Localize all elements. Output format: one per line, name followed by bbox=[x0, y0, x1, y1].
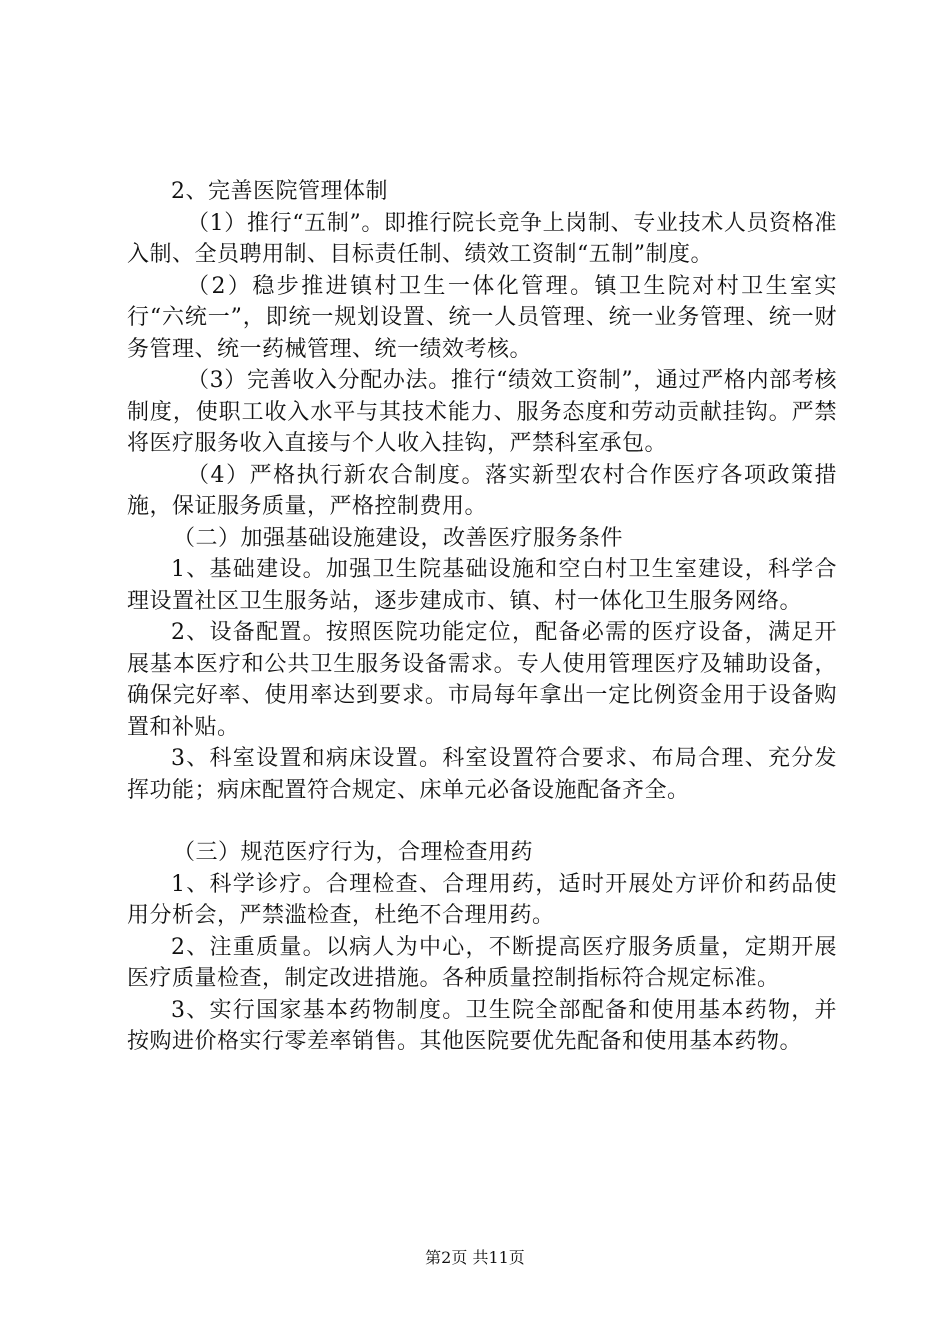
paragraph-town-village-integration: （2）稳步推进镇村卫生一体化管理。镇卫生院对村卫生室实行“六统一”，即统一规划设置、统一人员管理、统一业务管理、统一财务管理、统一药械管理、统一绩效考核。 bbox=[127, 273, 837, 362]
paragraph-income-distribution: （3）完善收入分配办法。推行“绩效工资制”，通过严格内部考核制度，使职工收入水平与其技术能力、服务态度和劳动贡献挂钩。严禁将医疗服务收入直接与个人收入挂钩，严禁科室承包。 bbox=[127, 368, 837, 456]
paragraph-quality: 2、注重质量。以病人为中心，不断提高医疗服务质量，定期开展医疗质量检查，制定改进措施。各种质量控制指标符合规定标准。 bbox=[127, 934, 837, 991]
paragraph-department-beds: 3、科室设置和病床设置。科室设置符合要求、布局合理、充分发挥功能；病床配置符合规定、床单元必备设施配备齐全。 bbox=[127, 746, 837, 803]
section-heading-medical-conduct: （三）规范医疗行为，合理检查用药 bbox=[173, 840, 534, 865]
paragraph-essential-drugs: 3、实行国家基本药物制度。卫生院全部配备和使用基本药物，并按购进价格实行零差率销售。其他医院要优先配备和使用基本药物。 bbox=[127, 997, 837, 1054]
paragraph-equipment: 2、设备配置。按照医院功能定位，配备必需的医疗设备，满足开展基本医疗和公共卫生服务设备需求。专人使用管理医疗及辅助设备，确保完好率、使用率达到要求。市局每年拿出一定比例资金用于设备购置和补贴。 bbox=[127, 620, 837, 740]
subsection-heading-hospital-management: 2、完善医院管理体制 bbox=[171, 179, 388, 204]
paragraph-five-systems: （1）推行“五制”。即推行院长竞争上岗制、专业技术人员资格准入制、全员聘用制、目标责任制、绩效工资制“五制”制度。 bbox=[127, 210, 837, 267]
page-number-footer: 第2页 共11页 bbox=[425, 1248, 525, 1267]
document-body bbox=[127, 176, 837, 1058]
paragraph-new-rural-cooperative: （4）严格执行新农合制度。落实新型农村合作医疗各项政策措施，保证服务质量，严格控制费用。 bbox=[127, 462, 837, 519]
paragraph-basic-construction: 1、基础建设。加强卫生院基础设施和空白村卫生室建设，科学合理设置社区卫生服务站，逐步建成市、镇、村一体化卫生服务网络。 bbox=[127, 557, 837, 614]
paragraph-scientific-diagnosis: 1、科学诊疗。合理检查、合理用药，适时开展处方评价和药品使用分析会，严禁滥检查，杜绝不合理用药。 bbox=[127, 871, 837, 928]
section-heading-infrastructure: （二）加强基础设施建设，改善医疗服务条件 bbox=[173, 525, 624, 551]
paragraph-spacer bbox=[127, 806, 837, 837]
